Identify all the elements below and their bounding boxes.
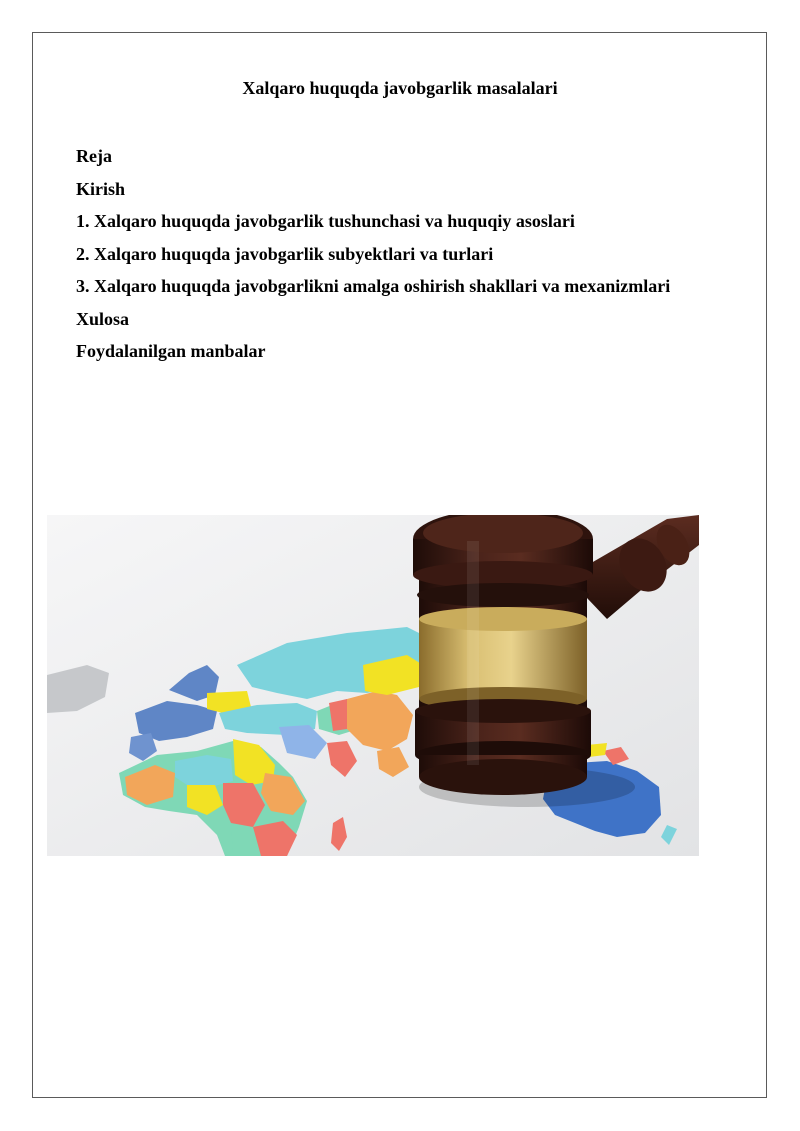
- toc-item-reja: Reja: [76, 146, 112, 166]
- toc-item-kirish: Kirish: [76, 178, 126, 199]
- toc-item-section-2: 2. Xalqaro huquqda javobgarlik subyektlari va turlari: [76, 243, 494, 264]
- toc-item-xulosa: Xulosa: [76, 308, 130, 329]
- document-title: Xalqaro huquqda javobgarlik masalalari: [242, 78, 558, 98]
- toc-item-section-1: 1. Xalqaro huquqda javobgarlik tushunchasi va huquqiy asoslari: [76, 211, 575, 231]
- toc-item-section-3: 3. Xalqaro huquqda javobgarlikni amalga oshirish shakllari va mexanizmlari: [76, 276, 671, 296]
- table-of-contents: [76, 140, 670, 368]
- gavel-on-world-map-image: [47, 515, 699, 856]
- toc-item-sources: Foydalanilgan manbalar: [76, 341, 266, 361]
